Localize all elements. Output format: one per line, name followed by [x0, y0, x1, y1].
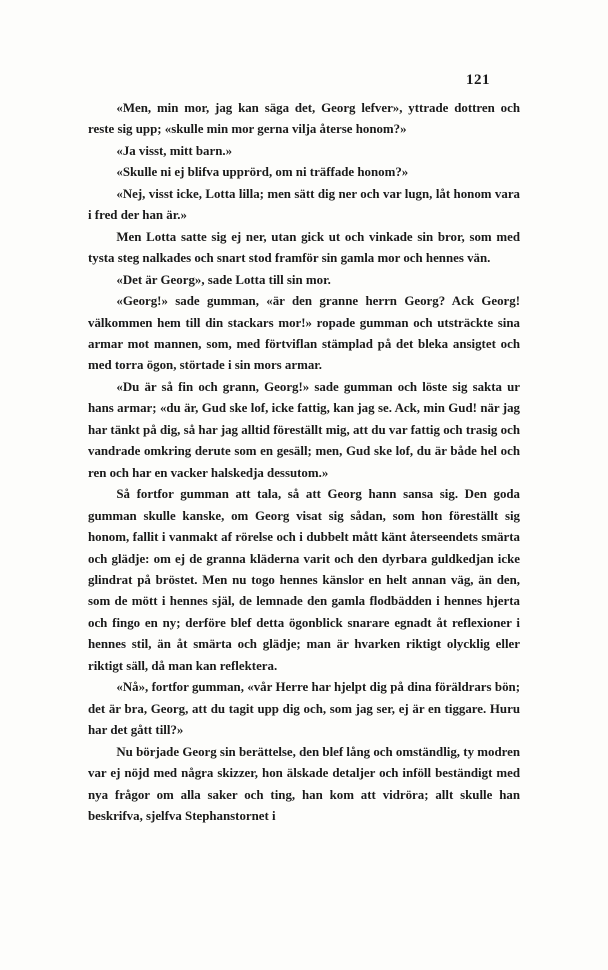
paragraph-11: Nu började Georg sin berättelse, den blef lång och omständlig, ty modren var ej nöjd med några skizzer, hon älskade detaljer och inföll beständigt med nya frågor om alla saker och ting, han kom att vidröra; allt skulle han beskrifva, sjelfva Stephanstornet i — [88, 744, 520, 823]
paragraph-8: «Du är så fin och grann, Georg!» sade gumman och löste sig sakta ur hans armar; «du är, Gud ske lof, icke fattig, kan jag se. Ack, min Gud! när jag har tänkt på dig, så har jag alltid föreställt mig, att du var fattig och trasig och vandrade omkring derute som en gesäll; men, Gud ske lof, du är både hel och ren och har en vacker halskedja dessutom.» — [88, 379, 520, 480]
page-number: 121 — [466, 72, 490, 88]
body-text — [88, 98, 520, 827]
paragraph-10: «Nå», fortfor gumman, «vår Herre har hjelpt dig på dina föräldrars bön; det är bra, Georg, att du tagit upp dig och, som jag ser, ej är en tiggare. Huru har det gått till?» — [88, 680, 520, 738]
paragraph-4: «Nej, visst icke, Lotta lilla; men sätt dig ner och var lugn, låt honom vara i fred der han är.» — [88, 186, 520, 223]
paragraph-9: Så fortfor gumman att tala, så att Georg hann sansa sig. Den goda gumman skulle kanske, om Georg visat sig sådan, som hon föreställt sig honom, fallit i vanmakt af rörelse och i dubbelt mått känt återseendets smärta och glädje: om ej de granna kläderna varit och den dyrbara guldkedjan icke glindrat på bröstet. Men nu togo hennes känslor en helt annan väg, än den, som de mött i hennes själ, de lemnade den gamla flodbädden i hennes hjerta och fingo en ny; derföre blef detta ögonblick snarare egnadt åt reflexioner i hennes stil, än åt smärta och glädje; man är hvarken riktigt olycklig eller riktigt säll, då man kan reflektera. — [88, 487, 520, 673]
paragraph-7: «Georg!» sade gumman, «är den granne herrn Georg? Ack Georg! välkommen hem till din stackars mor!» ropade gumman och utsträckte sina armar mot mannen, som, med förtviflan stämplad på det bleka ansigtet och med torra ögon, störtade i sin mors armar. — [88, 294, 520, 373]
paragraph-3: «Skulle ni ej blifva upprörd, om ni träffade honom?» — [116, 165, 409, 180]
paragraph-1: «Men, min mor, jag kan säga det, Georg lefver», yttrade dottren och reste sig upp; «skulle min mor gerna vilja återse honom?» — [88, 101, 520, 137]
paragraph-5: Men Lotta satte sig ej ner, utan gick ut och vinkade sin bror, som med tysta steg nalkades och snart stod framför sin gamla mor och hennes vän. — [88, 229, 520, 266]
paragraph-2: «Ja visst, mitt barn.» — [116, 143, 233, 158]
paragraph-6: «Det är Georg», sade Lotta till sin mor. — [116, 272, 331, 287]
